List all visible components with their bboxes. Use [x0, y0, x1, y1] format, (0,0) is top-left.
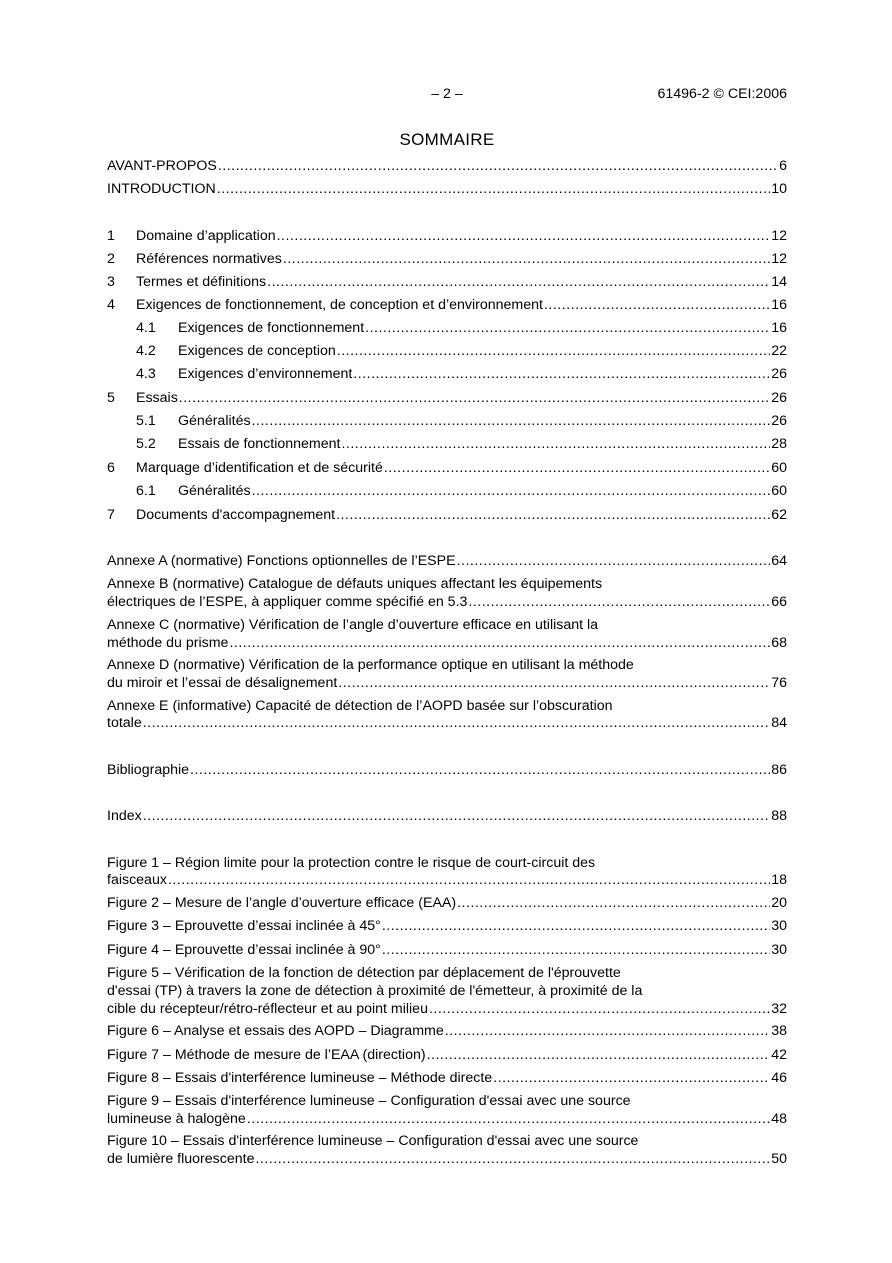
toc-entry-figure[interactable]: Figure 6 – Analyse et essais des AOPD – Diagramme ..... 38 [107, 1022, 787, 1040]
section-number: 5.1 [136, 413, 156, 429]
toc-entry-figure[interactable]: lumineuse à halogène ..... 48 [107, 1110, 787, 1128]
toc-entry-subsection[interactable]: 4.3 Exigences d’environnement ..... 26 [136, 365, 787, 383]
section-number: 7 [107, 507, 115, 523]
page-ref: 68 [771, 635, 787, 651]
page-ref: 18 [771, 872, 787, 888]
page-title: SOMMAIRE [399, 130, 495, 149]
toc-entry-subsection[interactable]: 5.1 Généralités ..... 26 [136, 412, 787, 430]
toc-entry-figure[interactable]: Figure 4 – Eprouvette d’essai inclinée à 90° ..... 30 [107, 941, 787, 959]
page-ref: 28 [771, 436, 787, 452]
section-number: 5 [107, 390, 115, 406]
toc-entry-figure-line: Figure 9 – Essais d'interférence lumineuse – Configuration d'essai avec une source [107, 1093, 631, 1109]
page-ref: 16 [771, 320, 787, 336]
toc-entry-subsection[interactable]: 4.1 Exigences de fonctionnement ..... 16 [136, 319, 787, 337]
page-ref: 26 [771, 390, 787, 406]
section-number: 6 [107, 460, 115, 476]
page-ref: 12 [771, 251, 787, 267]
toc-entry-figure[interactable]: Figure 2 – Mesure de l’angle d’ouverture efficace (EAA) ..... 20 [107, 894, 787, 912]
page-ref: 84 [771, 715, 787, 731]
toc-entry-annex[interactable]: méthode du prisme ..... 68 [107, 634, 787, 652]
toc-entry-section[interactable]: 1 Domaine d’application ..... 12 [107, 227, 787, 245]
page-ref: 42 [771, 1047, 787, 1063]
section-number: 6.1 [136, 483, 156, 499]
page-header [107, 86, 787, 106]
page-ref: 66 [771, 594, 787, 610]
section-number: 3 [107, 274, 115, 290]
toc-entry-subsection[interactable]: 6.1 Généralités ..... 60 [136, 482, 787, 500]
toc-entry-section[interactable]: 2 Références normatives ..... 12 [107, 250, 787, 268]
toc-entry-annex[interactable]: électriques de l’ESPE, à appliquer comme spécifié en 5.3 ..... 66 [107, 593, 787, 611]
toc-entry-figure-line: Figure 10 – Essais d'interférence lumineuse – Configuration d'essai avec une source [107, 1133, 639, 1149]
toc-entry-section[interactable]: 7 Documents d'accompagnement ..... 62 [107, 506, 787, 524]
section-number: 4.3 [136, 366, 156, 382]
toc-entry-figure-line: d'essai (TP) à travers la zone de détection à proximité de l'émetteur, à proximité de la [107, 983, 643, 999]
page-ref: 20 [771, 895, 787, 911]
toc-entry-index[interactable]: Index ..... 88 [107, 807, 787, 825]
page-ref: 30 [771, 942, 787, 958]
page-ref: 32 [771, 1001, 787, 1017]
toc-entry-section[interactable]: 4 Exigences de fonctionnement, de conception et d’environnement ..... 16 [107, 296, 787, 314]
toc-entry-figure[interactable]: faisceaux ..... 18 [107, 871, 787, 889]
page-ref: 10 [771, 181, 787, 197]
page-ref: 88 [771, 808, 787, 824]
document-reference: 61496-2 © CEI:2006 [657, 86, 787, 102]
page-ref: 26 [771, 413, 787, 429]
toc-entry-subsection[interactable]: 4.2 Exigences de conception ..... 22 [136, 342, 787, 360]
page-ref: 50 [771, 1151, 787, 1167]
page-ref: 30 [771, 918, 787, 934]
toc-entry-figure[interactable]: Figure 8 – Essais d'interférence lumineuse – Méthode directe ..... 46 [107, 1069, 787, 1087]
section-number: 2 [107, 251, 115, 267]
page-ref: 64 [771, 553, 787, 569]
toc-entry-annex-line: Annexe B (normative) Catalogue de défauts uniques affectant les équipements [107, 576, 603, 592]
page-ref: 60 [771, 483, 787, 499]
section-number: 1 [107, 228, 115, 244]
toc-entry-figure-line: Figure 1 – Région limite pour la protection contre le risque de court-circuit des [107, 855, 596, 871]
toc-entry-figure[interactable]: Figure 3 – Eprouvette d’essai inclinée à 45° ..... 30 [107, 917, 787, 935]
toc-entry-annex-line: Annexe C (normative) Vérification de l’angle d’ouverture efficace en utilisant la [107, 617, 599, 633]
page-ref: 14 [771, 274, 787, 290]
page-ref: 22 [771, 343, 787, 359]
page-ref: 46 [771, 1070, 787, 1086]
page-ref: 26 [771, 366, 787, 382]
section-number: 4.1 [136, 320, 156, 336]
toc-entry-annex[interactable]: totale ..... 84 [107, 714, 787, 732]
toc-entry-figure-line: Figure 5 – Vérification de la fonction de détection par déplacement de l'éprouvette [107, 965, 621, 981]
page-ref: 38 [771, 1023, 787, 1039]
toc-entry-annex[interactable]: du miroir et l’essai de désalignement ..... 76 [107, 674, 787, 692]
page-ref: 76 [771, 675, 787, 691]
page-ref: 12 [771, 228, 787, 244]
page-ref: 16 [771, 297, 787, 313]
toc-entry-figure[interactable]: cible du récepteur/rétro-réflecteur et au point milieu ..... 32 [107, 1000, 787, 1018]
toc-entry-figure[interactable]: de lumière fluorescente ..... 50 [107, 1150, 787, 1168]
toc-entry-section[interactable]: 6 Marquage d’identification et de sécurité ..... 60 [107, 459, 787, 477]
toc-entry-subsection[interactable]: 5.2 Essais de fonctionnement ..... 28 [136, 435, 787, 453]
toc-entry-annex[interactable]: Annexe A (normative) Fonctions optionnelles de l’ESPE ..... 64 [107, 552, 787, 570]
toc-entry-section[interactable]: 3 Termes et définitions ..... 14 [107, 273, 787, 291]
page-ref: 62 [771, 507, 787, 523]
page-ref: 6 [779, 158, 787, 174]
page-ref: 86 [771, 762, 787, 778]
section-number: 4 [107, 297, 115, 313]
toc-entry-introduction[interactable]: INTRODUCTION ..... 10 [107, 180, 787, 198]
page-number: – 2 – [431, 86, 463, 102]
section-number: 4.2 [136, 343, 156, 359]
page-ref: 60 [771, 460, 787, 476]
toc-entry-section[interactable]: 5 Essais ..... 26 [107, 389, 787, 407]
section-number: 5.2 [136, 436, 156, 452]
toc-entry-annex-line: Annexe E (informative) Capacité de détection de l’AOPD basée sur l’obscuration [107, 698, 613, 714]
page-ref: 48 [771, 1111, 787, 1127]
toc-entry-figure[interactable]: Figure 7 – Méthode de mesure de l’EAA (direction) ..... 42 [107, 1046, 787, 1064]
toc-entry-foreword[interactable]: AVANT-PROPOS ..... 6 [107, 157, 787, 175]
toc-entry-annex-line: Annexe D (normative) Vérification de la performance optique en utilisant la méthode [107, 657, 634, 673]
toc-entry-bibliography[interactable]: Bibliographie ..... 86 [107, 761, 787, 779]
